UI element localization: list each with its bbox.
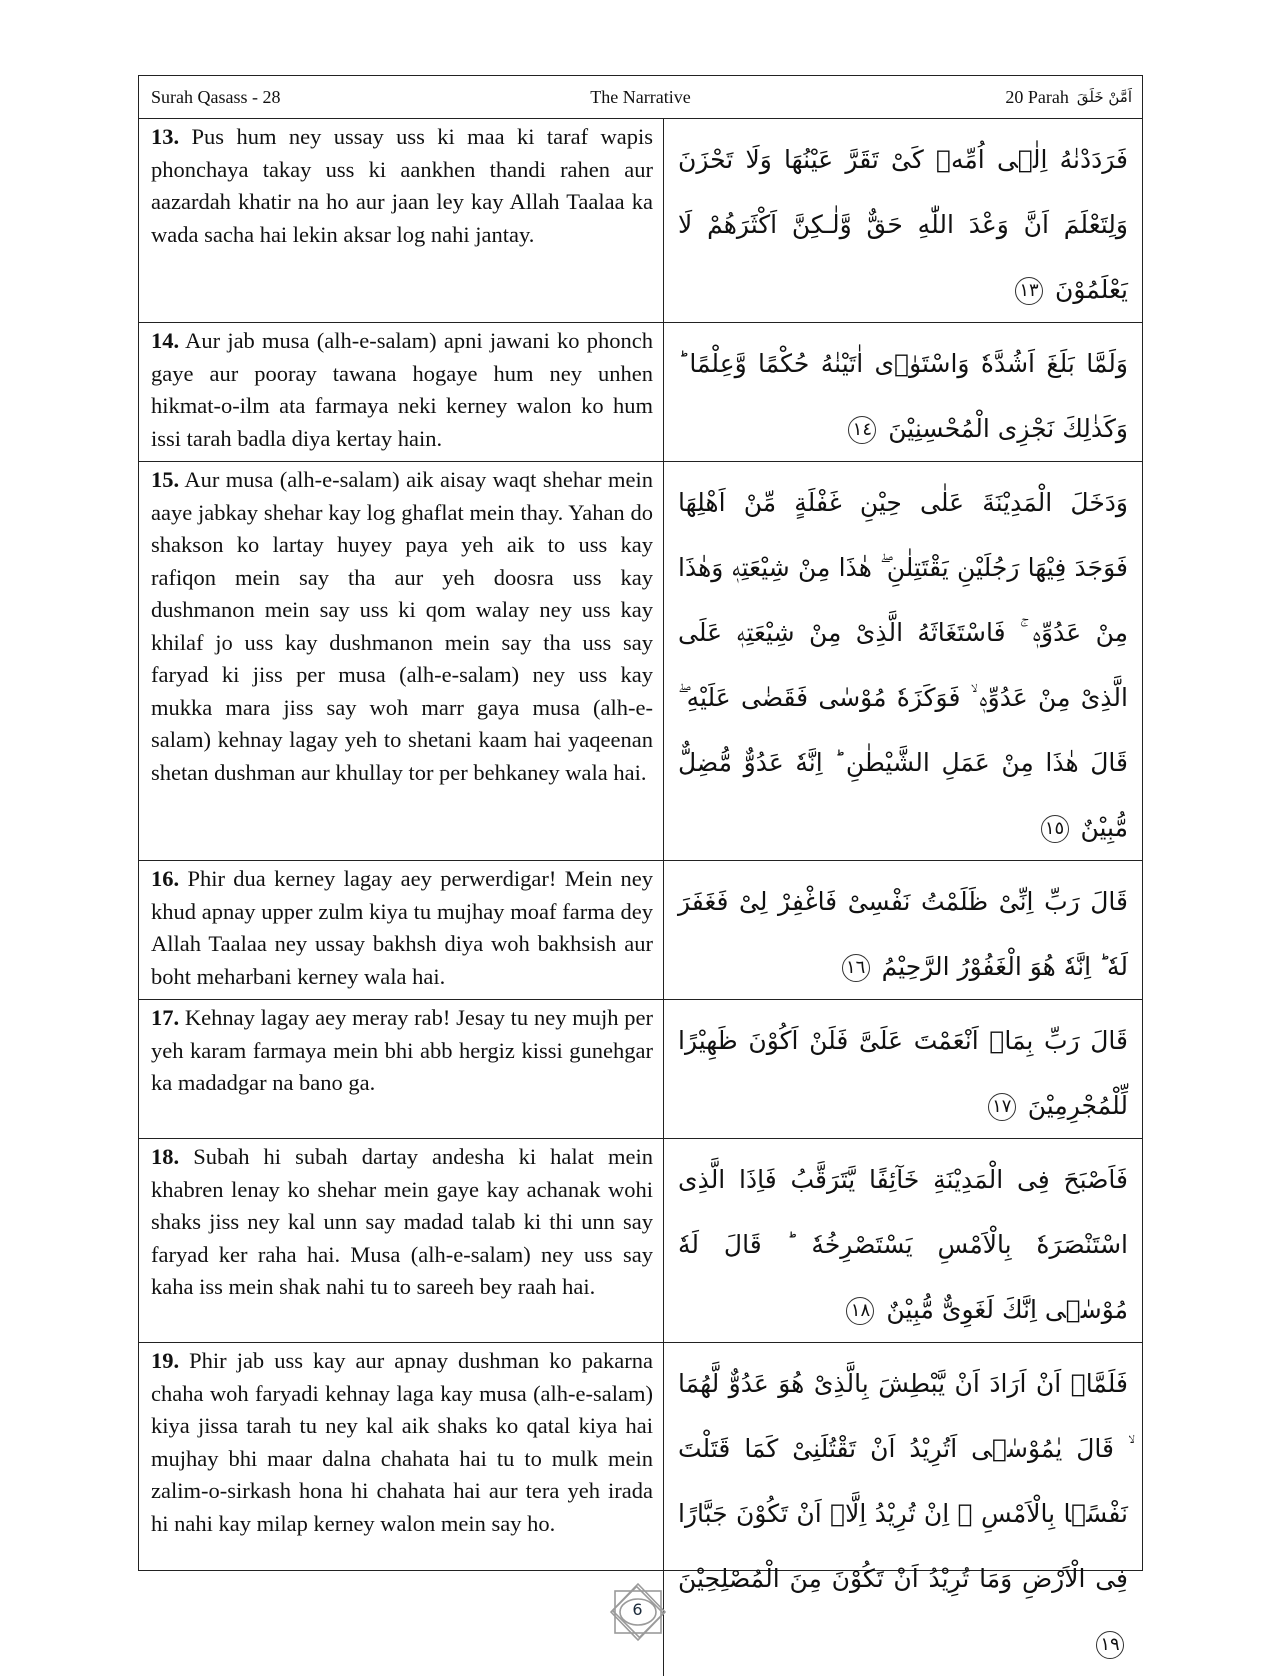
ayah-end-marker-icon: ١٧ <box>988 1093 1016 1121</box>
ayah-end-marker-icon: ١٨ <box>846 1297 874 1325</box>
verse-arabic-text: وَلَمَّا بَلَغَ اَشُدَّهٗ وَاسْتَوٰۤى اٰتَيْنٰهُ حُكْمًا وَّعِلْمًا ؕ وَكَذٰلِكَ نَجْزِى الْمُحْسِنِيْنَ <box>678 349 1128 443</box>
verse-translation-text: Phir dua kerney lagay aey perwerdigar! Mein ney khud apnay upper zulm kiya tu mujhay moaf farma dey Allah Taalaa ney ussay bakhsh diya woh bakhsish aur boht meharbani kerney wala hai. <box>151 866 653 989</box>
ayah-end-marker-icon: ١٥ <box>1041 815 1069 843</box>
page-frame <box>138 75 1143 1571</box>
verse-arabic-text: فَاَصْبَحَ فِى الْمَدِيْنَةِ خَآئِفًا يَّتَرَقَّبُ فَاِذَا الَّذِى اسْتَنْصَرَهٗ بِالْاَمْسِ يَسْتَصْرِخُهٗ ؕ قَالَ لَهٗ مُوْسٰۤى اِنَّكَ لَغَوِىٌّ مُّبِيْنٌ <box>678 1165 1128 1324</box>
verse-translation-text: Pus hum ney ussay uss ki maa ki taraf wapis phonchaya takay uss ki aankhen thandi rahen aur aazardah khatir na ho aur jaan ley kay Allah Taalaa ka wada sacha hai lekin aksar log nahi jantay. <box>151 124 653 247</box>
verse-number: 14. <box>151 328 179 353</box>
page-number: 6 <box>603 1600 673 1619</box>
verse-translation-text: Kehnay lagay aey meray rab! Jesay tu ney mujh per yeh karam farmaya mein bhi abb hergiz kissi gunehgar ka madadgar na bano ga. <box>151 1005 653 1095</box>
verse-number: 16. <box>151 866 179 891</box>
verse-arabic-text: وَدَخَلَ الْمَدِيْنَةَ عَلٰى حِيْنِ غَفْلَةٍ مِّنْ اَهْلِهَا فَوَجَدَ فِيْهَا رَجُلَيْنِ يَقْتَتِلٰنِ ۖ هٰذَا مِنْ شِيْعَتِهٖ وَهٰذَا مِنْ عَدُوِّهٖ ۚ فَاسْتَغَاثَهُ الَّذِىْ مِنْ شِيْعَتِهٖ عَلَى الَّذِىْ مِنْ عَدُوِّهٖ ۙ فَوَكَزَهٗ مُوْسٰى فَقَضٰى عَلَيْهِ ۖ قَالَ هٰذَا مِنْ عَمَلِ الشَّيْطٰنِ ؕ اِنَّهٗ عَدُوٌّ مُّضِلٌّ مُّبِيْنٌ <box>678 488 1128 842</box>
chapter-title: The Narrative <box>139 87 1142 108</box>
verse-arabic-text: قَالَ رَبِّ بِمَاۤ اَنْعَمْتَ عَلَىَّ فَلَنْ اَكُوْنَ ظَهِيْرًا لِّلْمُجْرِمِيْنَ <box>678 1026 1128 1120</box>
verse-number: 15. <box>151 467 179 492</box>
ayah-end-marker-icon: ١٣ <box>1015 277 1043 305</box>
verse-arabic-text: فَرَدَدْنٰهُ اِلٰۤى اُمِّهٖ كَىْ تَقَرَّ عَيْنُهَا وَلَا تَحْزَنَ وَلِتَعْلَمَ اَنَّ وَعْدَ اللّٰهِ حَقٌّ وَّلٰـكِنَّ اَكْثَرَهُمْ لَا يَعْلَمُوْنَ <box>678 145 1128 304</box>
verse-translation-cell <box>139 119 664 323</box>
verse-translation-cell <box>139 861 664 1000</box>
page-number-ornament <box>603 1582 673 1642</box>
ayah-end-marker-icon: ١٩ <box>1096 1631 1124 1659</box>
verse-translation-cell <box>139 323 664 462</box>
verses-table <box>139 119 1142 1676</box>
verse-translation-cell <box>139 1343 664 1676</box>
verse-translation-cell <box>139 1000 664 1139</box>
verse-number: 19. <box>151 1348 179 1373</box>
verse-arabic-cell <box>664 323 1143 462</box>
ayah-end-marker-icon: ١٤ <box>848 416 876 444</box>
verse-row <box>139 119 1142 323</box>
verse-arabic-cell <box>664 1000 1143 1139</box>
parah-label-group <box>1005 87 1132 108</box>
parah-arabic-name: اَمَّنْ خَلَقَ <box>1077 88 1132 106</box>
verse-translation-text: Subah hi subah dartay andesha ki halat mein khabren lenay ko shehar mein gaye kay achanak wohi shaks jiss ney kal unn say madad talab ki thi unn say faryad ker raha hai. Musa (alh-e-salam) ney uss say kaha iss mein shak nahi tu to sareeh bey raah hai. <box>151 1144 653 1299</box>
verse-arabic-cell <box>664 119 1143 323</box>
parah-label: 20 Parah <box>1005 87 1068 108</box>
verse-arabic-cell <box>664 462 1143 861</box>
verse-translation-text: Aur musa (alh-e-salam) aik aisay waqt shehar mein aaye jabkay shehar kay log ghaflat mein thay. Yahan do shakson ko lartay huyey paya yeh aik to uss kay rafiqon mein say tha aur yeh doosra uss kay dushmanon mein say uss ki qom walay ney uss kay khilaf jo uss kay dushmanon mein say tha uss say faryad ki jiss per musa (alh-e-salam) ney uss kay mukka mara jiss say woh marr gaya musa (alh-e-salam) kehnay lagay yeh to shetani kaam hai yaqeenan shetan dushman aur khullay tor per behkaney wala hai. <box>151 467 653 785</box>
verse-translation-cell <box>139 1139 664 1343</box>
verse-number: 13. <box>151 124 179 149</box>
verse-arabic-cell <box>664 1139 1143 1343</box>
verse-translation-text: Aur jab musa (alh-e-salam) apni jawani ko phonch gaye aur pooray tawana hogaye hum ney unhen hikmat-o-ilm ata farmaya neki kerney walon ko hum issi tarah badla diya kertay hain. <box>151 328 653 451</box>
verse-row <box>139 1139 1142 1343</box>
verse-number: 17. <box>151 1005 179 1030</box>
verse-row <box>139 1000 1142 1139</box>
page-header <box>139 76 1142 119</box>
surah-label: Surah Qasass - 28 <box>151 87 280 108</box>
verse-arabic-text: قَالَ رَبِّ اِنِّىْ ظَلَمْتُ نَفْسِىْ فَاغْفِرْ لِىْ فَغَفَرَ لَهٗ ؕ اِنَّهٗ هُوَ الْغَفُوْرُ الرَّحِيْمُ <box>678 887 1128 981</box>
verse-number: 18. <box>151 1144 179 1169</box>
verse-arabic-cell <box>664 861 1143 1000</box>
ayah-end-marker-icon: ١٦ <box>842 954 870 982</box>
verse-translation-text: Phir jab uss kay aur apnay dushman ko pakarna chaha woh faryadi kehnay laga kay musa (alh-e-salam) kiya jissa tarah tu ney kal aik shaks ko qatal kiya hai mujhay bhi maar dalna chahata hai tu to mulk mein zalim-o-sirkash hona hi chahata hai aur tera yeh irada hi nahi kay milap kerney walon mein say ho. <box>151 1348 653 1536</box>
verse-arabic-cell <box>664 1343 1143 1676</box>
verse-row <box>139 462 1142 861</box>
verse-translation-cell <box>139 462 664 861</box>
verse-row <box>139 323 1142 462</box>
verse-row <box>139 861 1142 1000</box>
verse-arabic-text: فَلَمَّاۤ اَنْ اَرَادَ اَنْ يَّبْطِشَ بِالَّذِىْ هُوَ عَدُوٌّ لَّهُمَا ۙ قَالَ يٰمُوْسٰۤى اَتُرِيْدُ اَنْ تَقْتُلَنِىْ كَمَا قَتَلْتَ نَفْسًۢا بِالْاَمْسِ ۖ اِنْ تُرِيْدُ اِلَّاۤ اَنْ تَكُوْنَ جَبَّارًا فِى الْاَرْضِ وَمَا تُرِيْدُ اَنْ تَكُوْنَ مِنَ الْمُصْلِحِيْنَ <box>678 1369 1128 1593</box>
